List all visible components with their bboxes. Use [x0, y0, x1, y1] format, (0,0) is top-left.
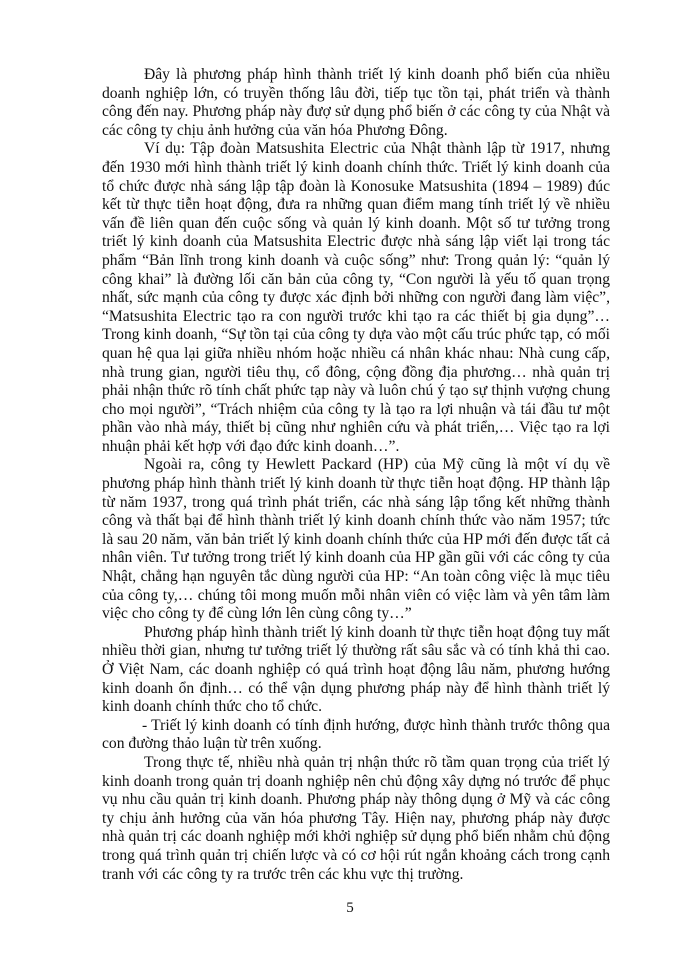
- paragraph-dash-item: - Triết lý kinh doanh có tính định hướng, được hình thành trước thông qua con đường thảo luận từ trên xuống.: [102, 716, 610, 753]
- paragraph-directional-method: Trong thực tế, nhiều nhà quản trị nhận thức rõ tầm quan trọng của triết lý kinh doanh trong quản trị doanh nghiệp nên chủ động xây dựng nó trước để phục vụ nhu cầu quản trị kinh doanh. Phương pháp này thông dụng ở Mỹ và các công ty chịu ảnh hưởng của văn hóa phương Tây. Hiện nay, phương pháp này được nhà quản trị các doanh nghiệp mới khởi nghiệp sử dụng phổ biến nhằm chủ động trong quá trình quản trị chiến lược và có cơ hội rút ngắn khoảng cách trong cạnh tranh với các công ty ra trước trên các khu vực thị trường.: [102, 753, 610, 883]
- paragraph-method-assessment: Phương pháp hình thành triết lý kinh doanh từ thực tiễn hoạt động tuy mất nhiều thời gian, nhưng tư tưởng triết lý thường rất sâu sắc và có tính khả thi cao. Ở Việt Nam, các doanh nghiệp có quá trình hoạt động lâu năm, phương hướng kinh doanh ổn định… có thể vận dụng phương pháp này để hình thành triết lý kinh doanh chính thức cho tổ chức.: [102, 623, 610, 716]
- paragraph-intro: Đây là phương pháp hình thành triết lý kinh doanh phổ biến của nhiều doanh nghiệp lớn, có truyền thống lâu đời, tiếp tục tồn tại, phát triển và thành công đến nay. Phương pháp này đượ sử dụng phổ biến ở các công ty của Nhật và các công ty chịu ảnh hưởng của văn hóa Phương Đông.: [102, 66, 610, 139]
- paragraph-hp-example: Ngoài ra, công ty Hewlett Packard (HP) của Mỹ cũng là một ví dụ về phương pháp hình thành triết lý kinh doanh từ thực tiễn hoạt động. HP thành lập từ năm 1937, trong quá trình phát triển, các nhà sáng lập tổng kết những thành công và thất bại để hình thành triết lý kinh doanh chính thức vào năm 1957; tức là sau 20 năm, văn bản triết lý kinh doanh chính thức của HP mới đến được tất cả nhân viên. Tư tưởng trong triết lý kinh doanh của HP gần gũi với các công ty của Nhật, chẳng hạn nguyên tắc dùng người của HP: “An toàn công việc là mục tiêu của công ty,… chúng tôi mong muốn mỗi nhân viên có việc làm và yên tâm làm việc cho công ty để cùng lớn lên cùng công ty…”: [102, 456, 610, 623]
- page-number: 5: [346, 900, 354, 916]
- paragraph-matsushita-example: Ví dụ: Tập đoàn Matsushita Electric của Nhật thành lập từ 1917, nhưng đến 1930 mới hình thành triết lý kinh doanh chính thức. Triết lý kinh doanh của tổ chức được nhà sáng lập tập đoàn là Konosuke Matsushita (1894 – 1989) đúc kết từ thực tiễn hoạt động, đưa ra những quan điểm mang tính triết lý về nhiều vấn đề liên quan đến cuộc sống và quản lý kinh doanh. Một số tư tưởng trong triết lý kinh doanh của Matsushita Electric được nhà sáng lập viết lại trong tác phẩm “Bản lĩnh trong kinh doanh và cuộc sống” như: Trong quản lý: “quản lý công khai” là đường lối căn bản của công ty, “Con người là yếu tố quan trọng nhất, sức mạnh của công ty được xác định bởi những con người đang làm việc”, “Matsushita Electric tạo ra con người trước khi tạo ra các thiết bị gia dụng”… Trong kinh doanh, “Sự tồn tại của công ty dựa vào một cấu trúc phức tạp, có mối quan hệ qua lại giữa nhiều nhóm hoặc nhiều cá nhân khác nhau: Nhà cung cấp, nhà trung gian, người tiêu thụ, cổ đông, cộng đồng địa phương… nhà quản trị phải nhận thức rõ tính chất phức tạp này và luôn chú ý tạo sự thịnh vượng chung cho mọi người”, “Trách nhiệm của công ty là tạo ra lợi nhuận và tái đầu tư một phần vào nhà máy, thiết bị cũng như nghiên cứu và phát triển,… Việc tạo ra lợi nhuận phải kết hợp với đạo đức kinh doanh…”.: [102, 140, 610, 455]
- document-body: [102, 66, 610, 884]
